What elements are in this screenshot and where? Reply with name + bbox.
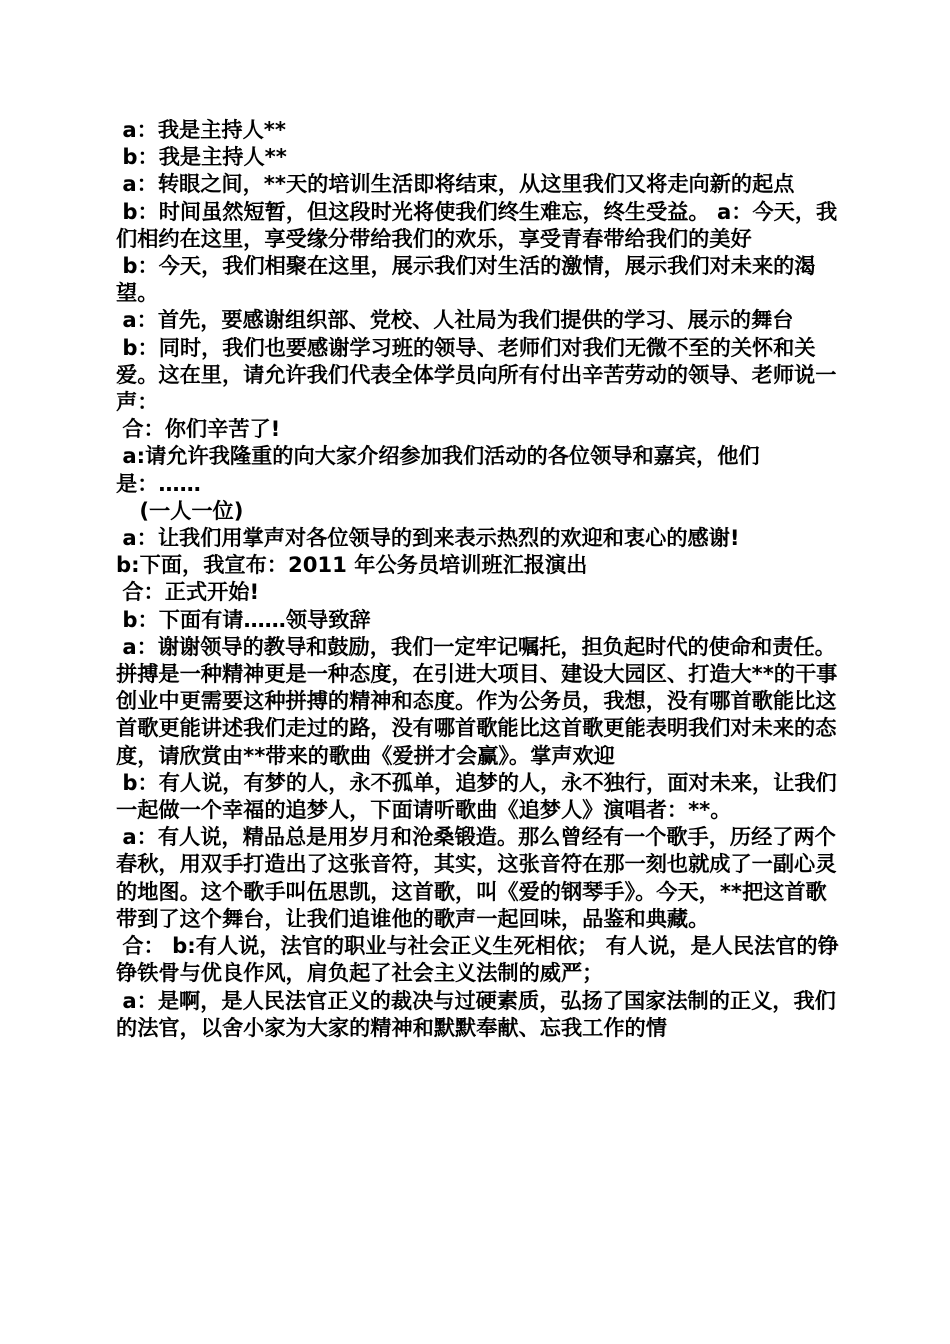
script-paragraph: b：同时，我们也要感谢学习班的领导、老师们对我们无微不至的关怀和关爱。这在里，请允许我们代表全体学员向所有付出辛苦劳动的领导、老师说一声： xyxy=(116,334,837,415)
script-paragraph: (一人一位) xyxy=(139,497,244,523)
script-paragraph: 合：正式开始! xyxy=(122,579,260,605)
script-paragraph: a：转眼之间，**天的培训生活即将结束，从这里我们又将走向新的起点 xyxy=(122,171,795,197)
script-paragraph: a：让我们用掌声对各位领导的到来表示热烈的欢迎和衷心的感谢! xyxy=(122,525,740,551)
script-paragraph: b：下面有请……领导致辞 xyxy=(122,606,371,632)
script-paragraph: a:请允许我隆重的向大家介绍参加我们活动的各位领导和嘉宾，他们是：…… xyxy=(116,443,760,496)
script-paragraph: a：我是主持人** xyxy=(122,117,286,142)
script-paragraph: 合：你们辛苦了! xyxy=(122,416,281,442)
script-paragraph: a：有人说，精品总是用岁月和沧桑锻造。那么曾经有一个歌手，历经了两个春秋，用双手打造出了这张音符，其实，这张音符在那一刻也就成了一副心灵的地图。这个歌手叫伍思凯，这首歌，叫《爱的钢琴手》。今天，**把这首歌带到了这个舞台，让我们追谁他的歌声一起回味，品鉴和典藏。 xyxy=(116,824,837,931)
script-paragraph: 合： b:有人说，法官的职业与社会正义生死相依； 有人说，是人民法官的铮铮铁骨与优良作风，肩负起了社会主义法制的威严； xyxy=(116,933,839,986)
script-paragraph: b:下面，我宣布：2011 年公务员培训班汇报演出 xyxy=(116,552,588,578)
script-paragraph: a：是啊，是人民法官正义的裁决与过硬素质，弘扬了国家法制的正义，我们的法官，以舍小家为大家的精神和默默奉献、忘我工作的情 xyxy=(116,987,836,1040)
script-paragraph: b：有人说，有梦的人，永不孤单，追梦的人，永不独行，面对未来，让我们一起做一个幸福的追梦人，下面请听歌曲《追梦人》演唱者：**。 xyxy=(116,769,837,823)
script-paragraph: b：时间虽然短暂，但这段时光将使我们终生难忘，终生受益。 a：今天，我们相约在这里，享受缘分带给我们的欢乐，享受青春带给我们的美好 xyxy=(116,198,838,251)
script-paragraph: b：我是主持人** xyxy=(122,144,287,170)
script-paragraph: a：首先，要感谢组织部、党校、人社局为我们提供的学习、展示的舞台 xyxy=(122,307,794,333)
document-page xyxy=(116,116,844,1041)
script-paragraph: a：谢谢领导的教导和鼓励，我们一定牢记嘱托，担负起时代的使命和责任。拼搏是一种精神更是一种态度，在引进大项目、建设大园区、打造大**的干事创业中更需要这种拼搏的精神和态度。作为公务员，我想，没有哪首歌能比这首歌更能讲述我们走过的路，没有哪首歌能比这首歌更能表明我们对未来的态度，请欣赏由**带来的歌曲《爱拼才会赢》。掌声欢迎 xyxy=(116,633,838,768)
script-paragraph: b：今天，我们相聚在这里，展示我们对生活的激情，展示我们对未来的渴望。 xyxy=(116,253,816,306)
